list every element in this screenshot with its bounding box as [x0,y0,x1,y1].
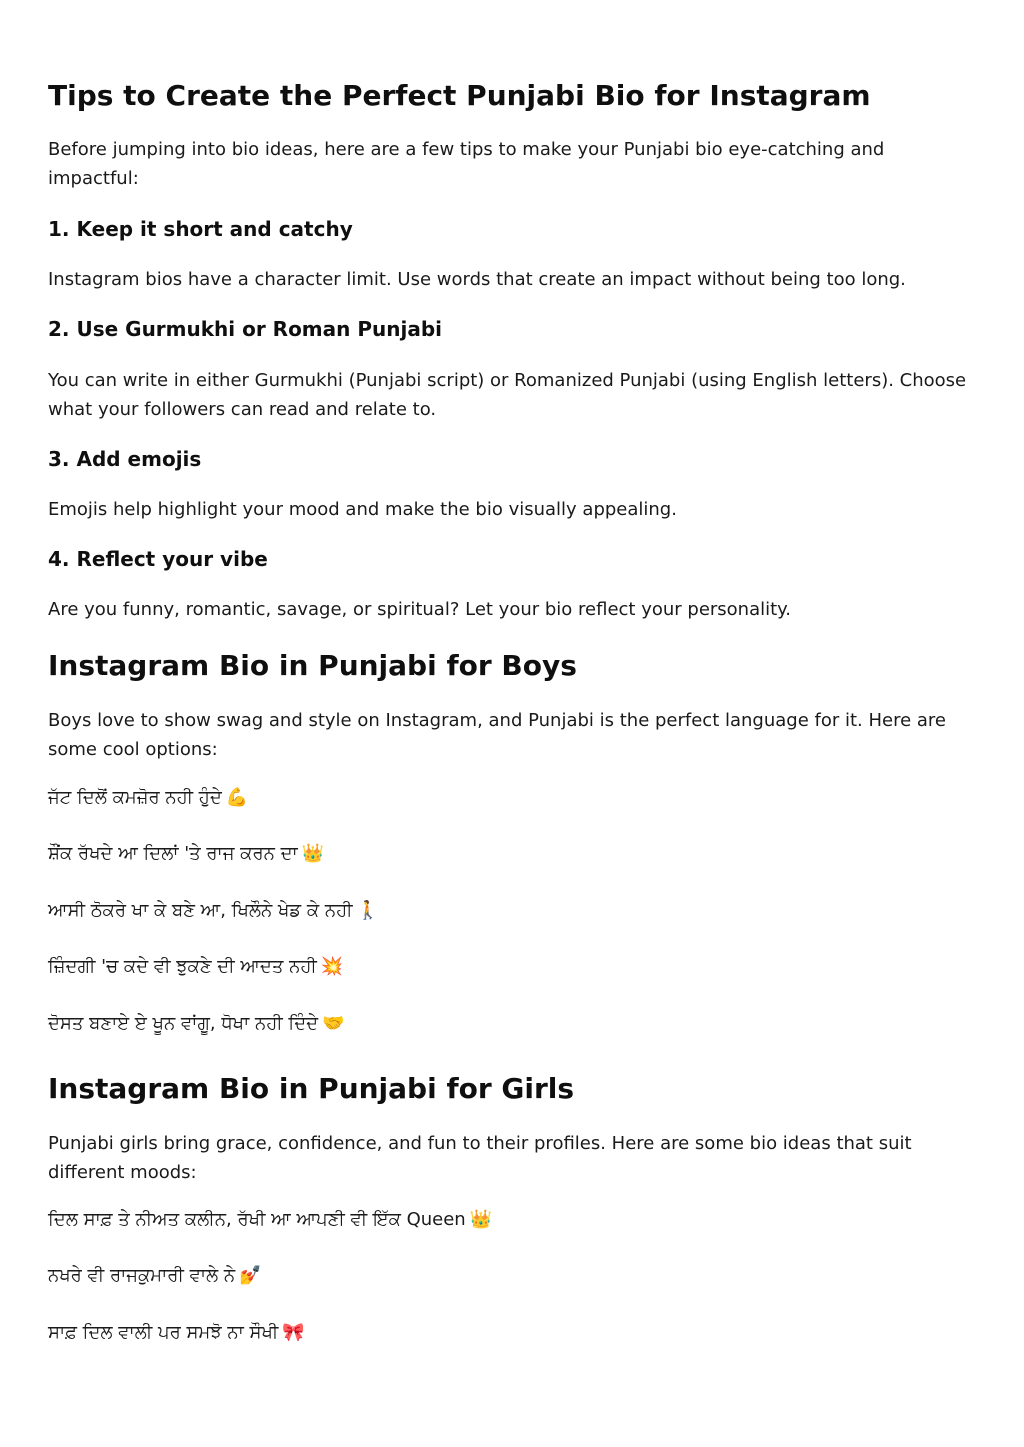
bio-text: ਨਖਰੇ ਵੀ ਰਾਜਕੁਮਾਰੀ ਵਾਲੇ ਨੇ [48,1265,236,1286]
bio-text: ਸਾਫ਼ ਦਿਲ ਵਾਲੀ ਪਰ ਸਮਝੋ ਨਾ ਸੌਖੀ [48,1322,279,1343]
nail-polish-icon: 💅 [239,1265,262,1286]
bio-text: ਜ਼ਿੰਦਗੀ 'ਚ ਕਦੇ ਵੀ ਝੁਕਣੇ ਦੀ ਆਦਤ ਨਹੀ [48,956,317,977]
crown-icon: 👑 [301,843,325,864]
tip-1-title: 1. Keep it short and catchy [48,217,353,241]
tips-heading: Tips to Create the Perfect Punjabi Bio for Instagram [48,79,871,112]
ribbon-icon: 🎀 [282,1322,305,1343]
girls-heading: Instagram Bio in Punjabi for Girls [48,1072,575,1105]
collision-icon: 💥 [320,956,344,977]
tip-3-title: 3. Add emojis [48,447,202,471]
tip-2-body: You can write in either Gurmukhi (Punjabi script) or Romanized Punjabi (using English letters). Choose what your followers can read and relate to. [48,370,967,420]
tip-3-body: Emojis help highlight your mood and make the bio visually appealing. [48,499,677,520]
bio-text: ਜੱਟ ਦਿਲੋਂ ਕਮਜ਼ੋਰ ਨਹੀ ਹੁੰਦੇ [48,787,222,808]
bio-text: ਸ਼ੌਂਕ ਰੱਖਦੇ ਆ ਦਿਲਾਂ 'ਤੇ ਰਾਜ ਕਰਨ ਦਾ [48,843,298,864]
tip-1-body: Instagram bios have a character limit. Use words that create an impact without being too long. [48,269,906,290]
boys-bio-5 [48,1012,344,1036]
tip-4-body: Are you funny, romantic, savage, or spiritual? Let your bio reflect your personality. [48,599,791,620]
boys-heading: Instagram Bio in Punjabi for Boys [48,649,577,682]
tip-4-title: 4. Reflect your vibe [48,547,268,571]
boys-bio-4 [48,955,343,979]
tip-2-title: 2. Use Gurmukhi or Roman Punjabi [48,317,443,341]
boys-bio-1 [48,786,248,810]
girls-bio-3 [48,1321,305,1345]
boys-bio-3 [48,899,379,923]
walking-person-icon: 🚶 [356,900,379,921]
tips-intro: Before jumping into bio ideas, here are a few tips to make your Punjabi bio eye-catching and impactful: [48,139,885,189]
flexed-biceps-icon: 💪 [225,787,249,808]
crown-icon: 👑 [469,1209,493,1230]
handshake-icon: 🤝 [322,1013,345,1034]
girls-bio-2 [48,1264,262,1288]
bio-text: ਦਿਲ ਸਾਫ਼ ਤੇ ਨੀਅਤ ਕਲੀਨ, ਰੱਖੀ ਆ ਆਪਣੀ ਵੀ ਇੱਕ Queen [48,1209,466,1230]
girls-intro: Punjabi girls bring grace, confidence, and fun to their profiles. Here are some bio ideas that suit different moods: [48,1133,912,1183]
bio-text: ਆਸੀ ਠੋਕਰੇ ਖਾ ਕੇ ਬਣੇ ਆ, ਖਿਲੌਨੇ ਖੇਡ ਕੇ ਨਹੀ [48,900,353,921]
bio-text: ਦੋਸਤ ਬਣਾਏ ਏ ਖੂਨ ਵਾਂਗੂ, ਧੋਖਾ ਨਹੀ ਦਿੰਦੇ [48,1013,319,1034]
girls-bio-1 [48,1208,492,1232]
boys-intro: Boys love to show swag and style on Instagram, and Punjabi is the perfect language for it. Here are some cool options: [48,710,947,760]
boys-bio-2 [48,842,324,866]
